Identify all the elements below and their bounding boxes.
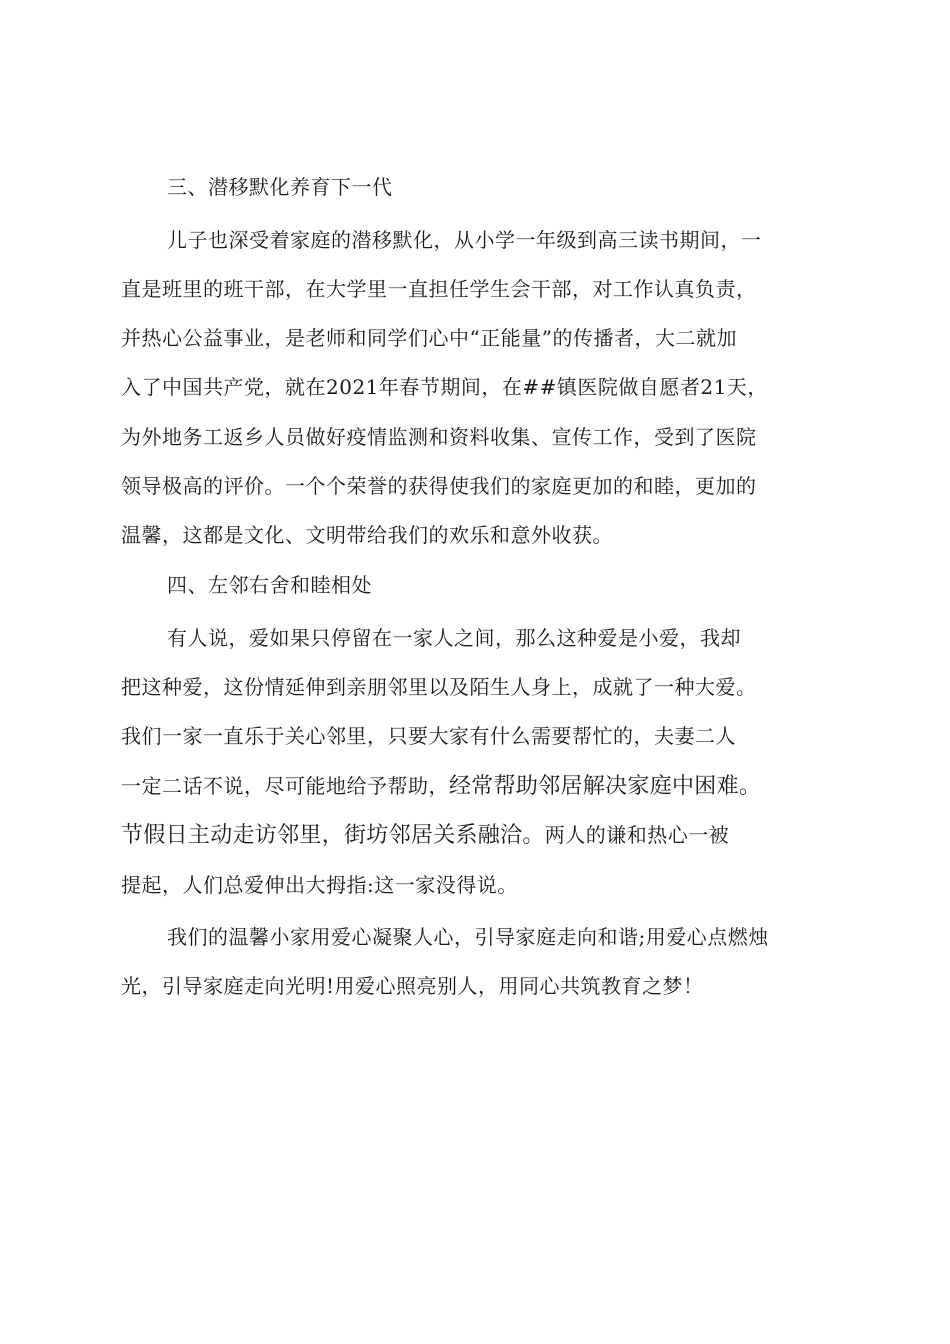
paragraph-line: 直是班里的班干部，在大学里一直担任学生会干部，对工作认真负责，	[121, 277, 757, 301]
paragraph-segment: 一定二话不说，尽可能地给予帮助，	[121, 774, 449, 798]
paragraph-line: 我们一家一直乐于关心邻里，只要大家有什么需要帮忙的，夫妻二人	[121, 724, 736, 748]
paragraph-line: 把这种爱，这份情延伸到亲朋邻里以及陌生人身上，成就了一种大爱。	[121, 675, 757, 699]
paragraph-line: 为外地务工返乡人员做好疫情监测和资料收集、宣传工作，受到了医院	[121, 425, 757, 449]
paragraph-line: 领导极高的评价。一个个荣誉的获得使我们的家庭更加的和睦，更加的	[121, 474, 757, 498]
paragraph-line: 入了中国共产党，就在2021年春节期间，在##镇医院做自愿者21天，	[121, 375, 768, 399]
paragraph-line: 并热心公益事业，是老师和同学们心中“正能量”的传播者，大二就加	[121, 326, 737, 350]
paragraph-segment: 经常帮助邻居解决家庭中困难。	[449, 774, 762, 799]
paragraph-line: 温馨，这都是文化、文明带给我们的欢乐和意外收获。	[121, 523, 613, 547]
paragraph-line	[121, 773, 761, 800]
section-heading-3: 三、潜移默化养育下一代	[167, 175, 393, 199]
paragraph-line: 光，引导家庭走向光明!用爱心照亮别人，用同心共筑教育之梦！	[121, 974, 704, 998]
paragraph-segment: 节假日主动走访邻里，街坊邻居关系融洽。	[121, 823, 545, 848]
paragraph-line: 有人说，爱如果只停留在一家人之间，那么这种爱是小爱，我却	[167, 626, 741, 650]
paragraph-line: 提起，人们总爱伸出大拇指:这一家没得说。	[121, 873, 518, 897]
paragraph-segment: 两人的谦和热心一被	[544, 823, 730, 847]
paragraph-line	[121, 822, 729, 849]
paragraph-line: 儿子也深受着家庭的潜移默化，从小学一年级到高三读书期间，一	[167, 228, 762, 252]
section-heading-4: 四、左邻右舍和睦相处	[167, 573, 372, 597]
paragraph-line: 我们的温馨小家用爱心凝聚人心，引导家庭走向和谐;用爱心点燃烛	[167, 925, 769, 949]
